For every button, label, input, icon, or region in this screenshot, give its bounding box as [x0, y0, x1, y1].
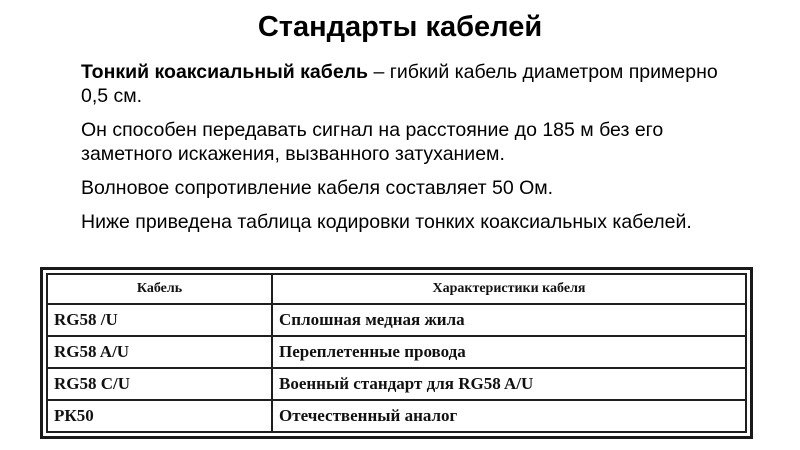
slide-title: Стандарты кабелей	[257, 11, 543, 43]
paragraph-table-intro: Ниже приведена таблица кодировки тонких коаксиальных кабелей.	[81, 211, 692, 233]
definition-text: – гибкий кабель диаметром примерно 0,5 см.	[81, 61, 718, 107]
cell-cable: RG58 C/U	[47, 368, 272, 400]
cell-cable: РК50	[47, 400, 272, 432]
table-header-row	[47, 274, 746, 304]
table-row	[47, 368, 746, 400]
cell-characteristics: Сплошная медная жила	[272, 304, 746, 336]
slide-body	[81, 60, 721, 244]
table-row	[47, 336, 746, 368]
paragraph-definition	[81, 60, 721, 108]
paragraph-distance: Он способен передавать сигнал на расстояние до 185 м без его заметного искажения, вызванного затуханием.	[81, 119, 664, 165]
table-row	[47, 304, 746, 336]
cell-cable: RG58 /U	[47, 304, 272, 336]
header-characteristics: Характеристики кабеля	[272, 274, 746, 304]
cell-cable: RG58 A/U	[47, 336, 272, 368]
cable-table	[46, 273, 747, 433]
cable-table-frame	[40, 267, 753, 439]
table-row	[47, 400, 746, 432]
cell-characteristics: Военный стандарт для RG58 A/U	[272, 368, 746, 400]
header-cable: Кабель	[47, 274, 272, 304]
cell-characteristics: Отечественный аналог	[272, 400, 746, 432]
term-thin-coax: Тонкий коаксиальный кабель	[81, 61, 369, 83]
paragraph-impedance: Волновое сопротивление кабеля составляет 50 Ом.	[81, 177, 554, 199]
cell-characteristics: Переплетенные провода	[272, 336, 746, 368]
